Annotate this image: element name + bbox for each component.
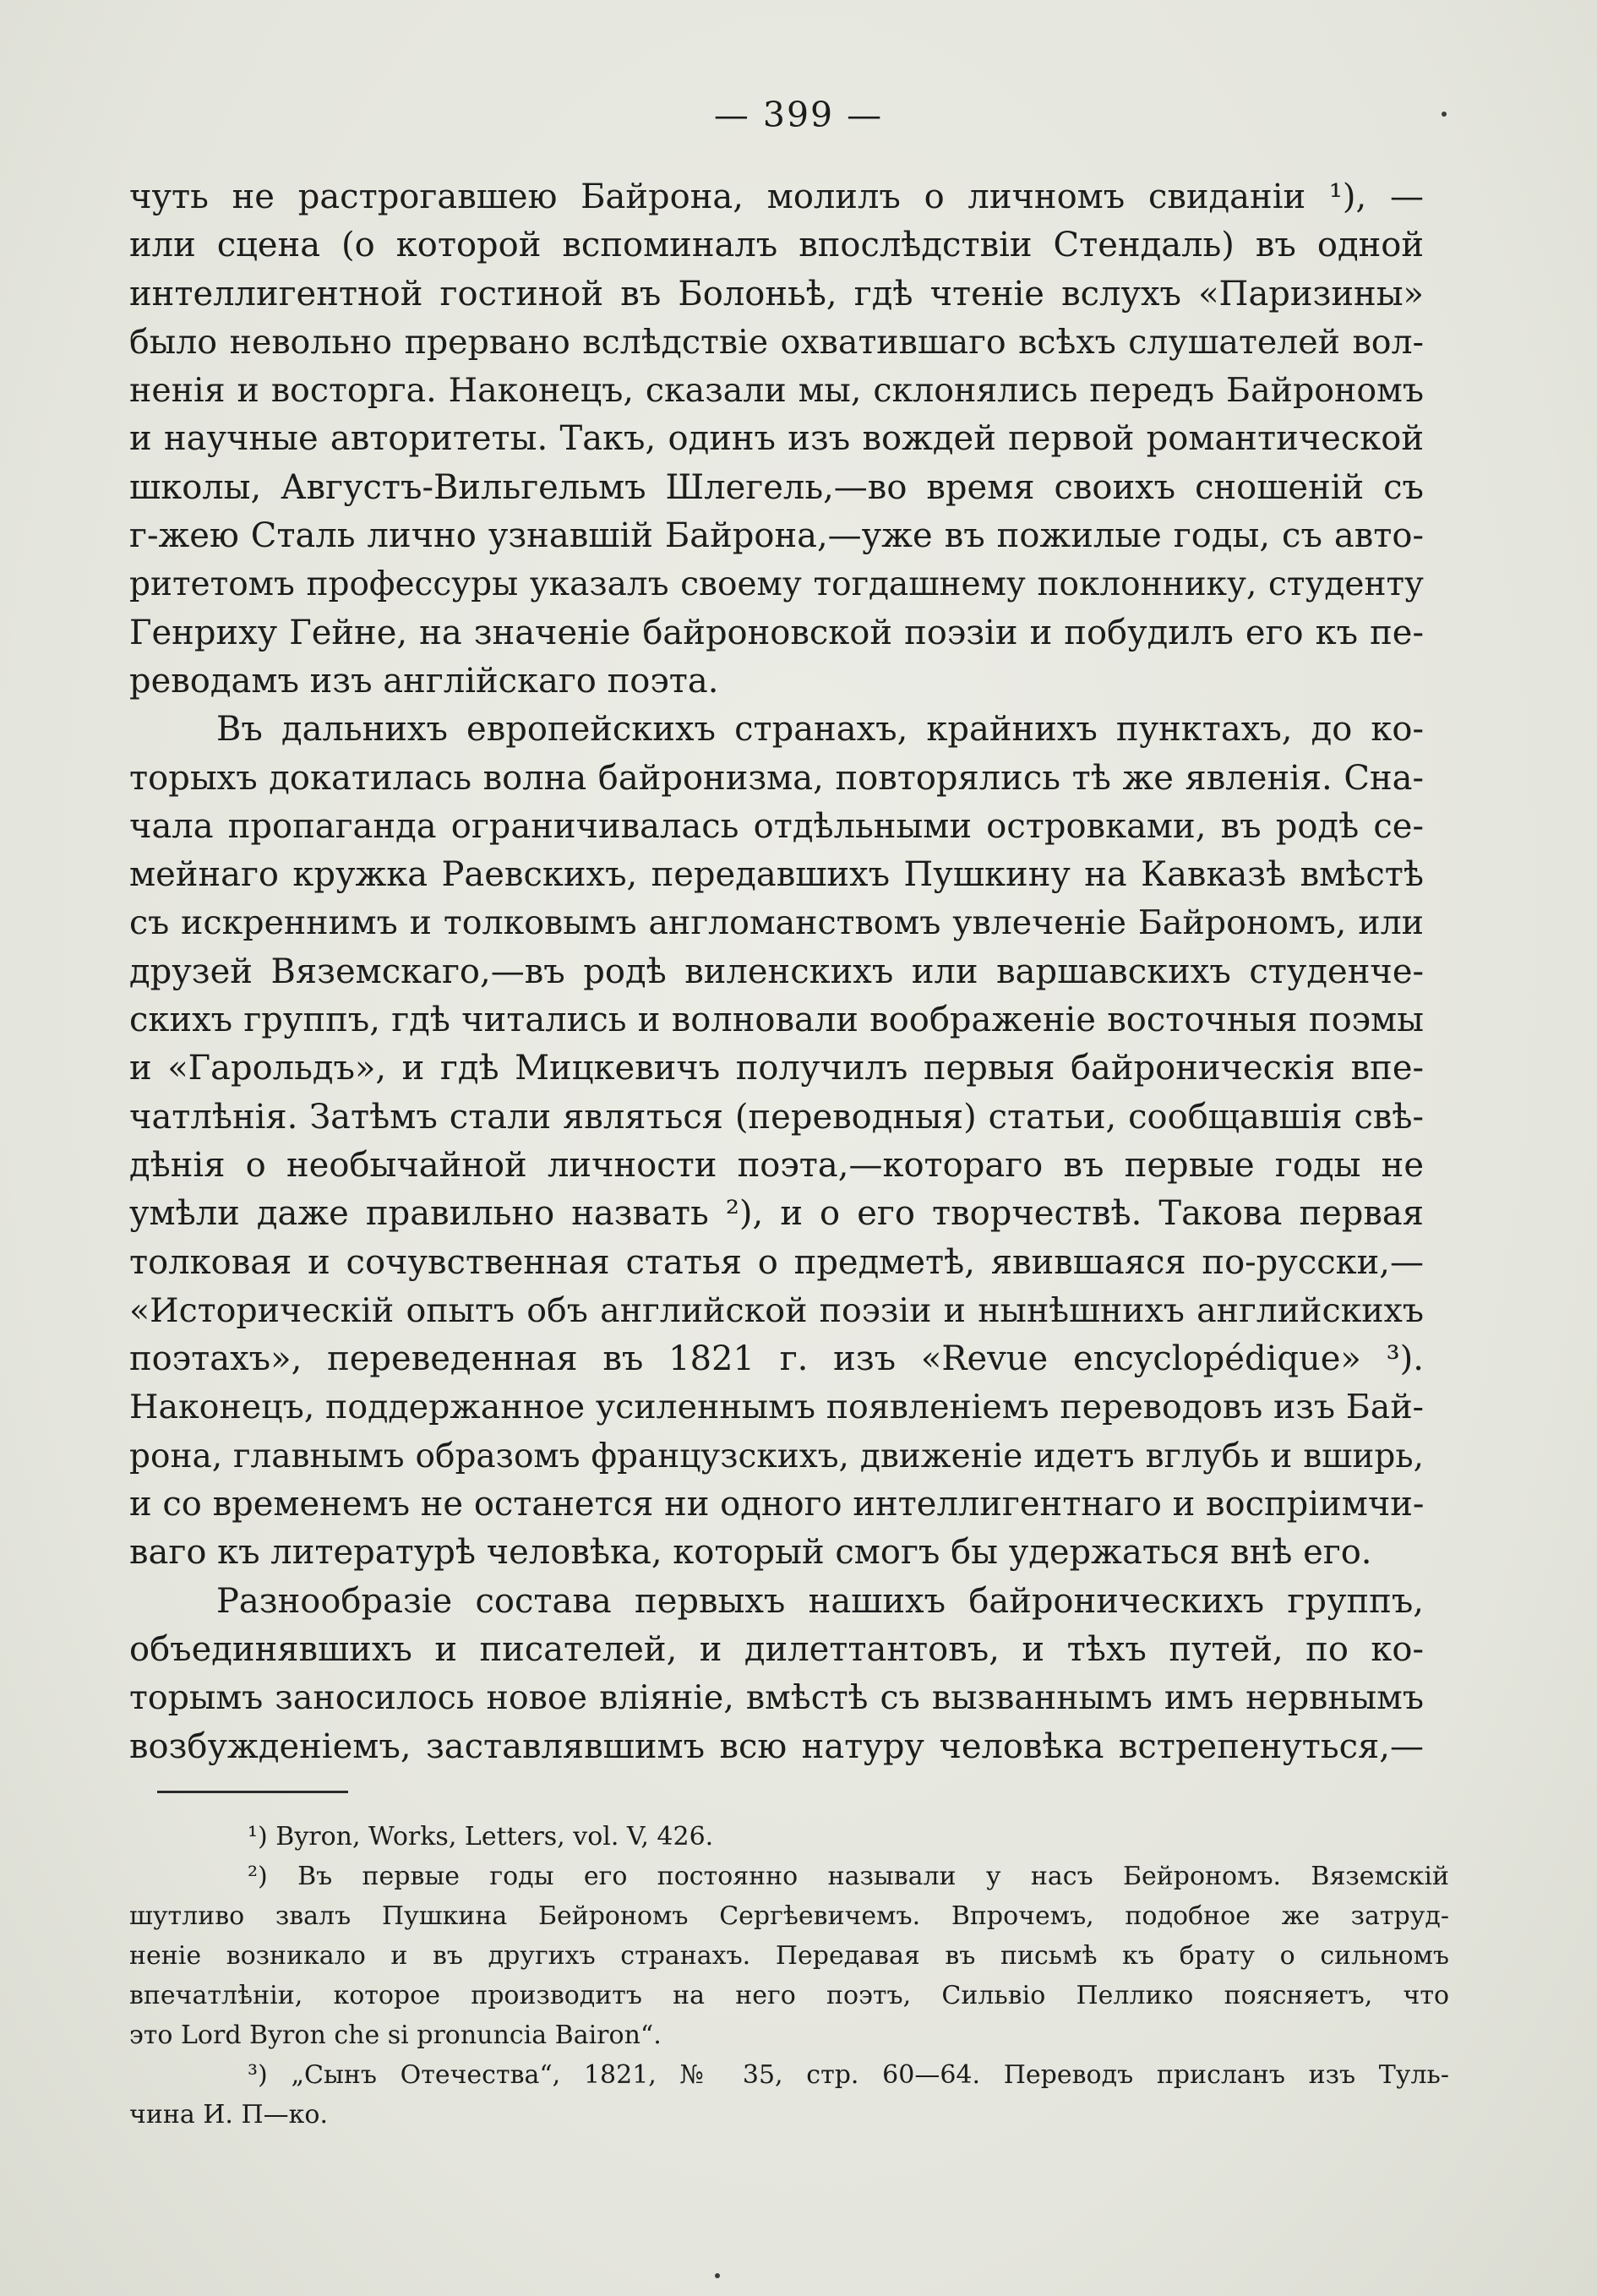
text-line: съ искреннимъ и толковымъ англоманствомъ увлеченіе Байрономъ, или (129, 903, 1424, 943)
text-line: и со временемъ не останется ни одного интеллигентнаго и воспріимчи- (129, 1485, 1425, 1524)
text-line: возбужденіемъ, заставлявшимъ всю натуру человѣка встрепенуться,— (129, 1726, 1424, 1766)
footnote-divider (157, 1791, 348, 1793)
main-text (129, 173, 1424, 1771)
footnotes (129, 1817, 1449, 2135)
text-line: дѣнія о необычайной личности поэта,—котораго въ первые годы не (129, 1145, 1424, 1185)
text-line: чала пропаганда ограничивалась отдѣльными островками, въ родѣ се- (129, 806, 1424, 846)
text-line: торымъ заносилось новое вліяніе, вмѣстѣ съ вызваннымъ имъ нервнымъ (129, 1678, 1424, 1718)
text-line: скихъ группъ, гдѣ читались и волновали воображеніе восточныя поэмы (129, 1001, 1424, 1040)
footnote-line: неніе возникало и въ другихъ странахъ. Передавая въ письмѣ къ брату о сильномъ (129, 1941, 1449, 1971)
text-line: ваго къ литературѣ человѣка, который смогъ бы удержаться внѣ его. (129, 1533, 1372, 1573)
text-line: реводамъ изъ англійскаго поэта. (129, 661, 719, 701)
text-line: объединявшихъ и писателей, и дилеттантовъ, и тѣхъ путей, по ко- (129, 1629, 1424, 1669)
text-line: ритетомъ профессуры указалъ своему тогдашнему поклоннику, студенту (129, 565, 1424, 604)
text-line: и научные авторитеты. Такъ, одинъ изъ вождей первой романтической (129, 419, 1424, 459)
text-line: или сцена (о которой вспоминалъ впослѣдствіи Стендаль) въ одной (129, 226, 1424, 265)
footnote-line: впечатлѣніи, которое производитъ на него поэтъ, Сильвіо Пеллико поясняетъ, что (129, 1981, 1449, 2010)
footnote-line: ²) Въ первые годы его постоянно называли у насъ Бейрономъ. Вяземскій (248, 1862, 1449, 1891)
text-line: Наконецъ, поддержанное усиленнымъ появленіемъ переводовъ изъ Бай- (129, 1388, 1424, 1427)
paper-speck (1442, 112, 1447, 117)
text-line: и «Гарольдъ», и гдѣ Мицкевичъ получилъ первыя байроническія впе- (129, 1049, 1424, 1088)
text-line: торыхъ докатилась волна байронизма, повторялись тѣ же явленія. Сна- (129, 758, 1424, 798)
text-line: школы, Августъ-Вильгельмъ Шлегель,—во время своихъ сношеній съ (129, 467, 1424, 507)
text-line: Въ дальнихъ европейскихъ странахъ, крайнихъ пунктахъ, до ко- (216, 710, 1424, 750)
text-line: г-жею Сталь лично узнавшій Байрона,—уже въ пожилые годы, съ авто- (129, 516, 1424, 556)
text-line: мейнаго кружка Раевскихъ, передавшихъ Пушкину на Кавказѣ вмѣстѣ (129, 855, 1424, 895)
text-line: интеллигентной гостиной въ Болоньѣ, гдѣ чтеніе вслухъ «Паризины» (129, 274, 1424, 314)
text-line: чуть не растрогавшею Байрона, молилъ о личномъ свиданіи ¹), — (129, 177, 1424, 216)
text-line: было невольно прервано вслѣдствіе охватившаго всѣхъ слушателей вол- (129, 322, 1424, 362)
footnote-line: чина И. П—ко. (129, 2100, 328, 2130)
text-line: рона, главнымъ образомъ французскихъ, движеніе идетъ вглубь и вширь, (129, 1437, 1424, 1475)
page-number: — 399 — (713, 95, 884, 135)
text-line: поэтахъ», переведенная въ 1821 г. изъ «Revue encyclopédique» ³). (129, 1339, 1424, 1379)
text-line: друзей Вяземскаго,—въ родѣ виленскихъ или варшавскихъ студенче- (129, 952, 1424, 991)
footnote-line: ¹) Byron, Works, Letters, vol. V, 426. (248, 1822, 714, 1852)
paper-speck (715, 2273, 720, 2278)
text-line: толковая и сочувственная статья о предметѣ, явившаяся по-русски,— (129, 1242, 1424, 1282)
text-line: Разнообразіе состава первыхъ нашихъ байроническихъ группъ, (216, 1581, 1424, 1621)
text-line: ненія и восторга. Наконецъ, сказали мы, склонялись передъ Байрономъ (129, 371, 1424, 411)
footnote-line: это Lord Byron che si pronuncia Bairon“. (129, 2021, 662, 2050)
text-line: «Историческій опытъ объ английской поэзіи и нынѣшнихъ английскихъ (129, 1290, 1424, 1330)
text-line: чатлѣнія. Затѣмъ стали являться (переводныя) статьи, сообщавшія свѣ- (129, 1097, 1424, 1137)
footnote-line: ³) „Сынъ Отечества“, 1821, № 35, стр. 60—64. Переводъ присланъ изъ Туль- (248, 2060, 1449, 2090)
text-line: Генриху Гейне, на значеніе байроновской поэзіи и побудилъ его къ пе- (129, 613, 1424, 652)
text-line: умѣли даже правильно назвать ²), и о его творчествѣ. Такова первая (129, 1194, 1424, 1234)
footnote-line: шутливо звалъ Пушкина Бейрономъ Сергѣевичемъ. Впрочемъ, подобное же затруд- (129, 1901, 1449, 1931)
